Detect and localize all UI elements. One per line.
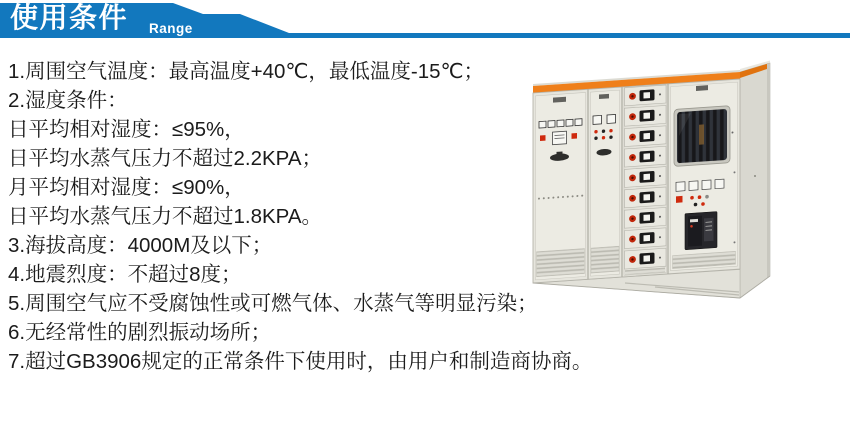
condition-line-3: 日平均相对湿度：≤95%，: [8, 118, 245, 141]
page-title: 使用条件: [10, 2, 129, 33]
condition-line-10: 6.无经常性的剧烈振动场所；: [8, 321, 272, 344]
condition-line-5: 月平均相对湿度：≤90%，: [8, 176, 245, 199]
condition-line-2: 2.湿度条件：: [8, 89, 128, 112]
condition-line-9: 5.周围空气应不受腐蚀性或可燃气体、水蒸气等明显污染；: [8, 292, 538, 315]
condition-line-1: 1.周围空气温度：最高温度+40℃，最低温度-15℃；: [8, 60, 485, 83]
switchgear-image: [505, 56, 795, 308]
cabinet-panel-3-drawers: [625, 85, 667, 275]
header-banner: [0, 0, 850, 42]
cabinet-side-face: [740, 63, 770, 298]
condition-line-6: 日平均水蒸气压力不超过1.8KPA。: [8, 205, 322, 228]
condition-line-8: 4.地震烈度：不超过8度；: [8, 263, 242, 286]
condition-line-7: 3.海拔高度：4000M及以下；: [8, 234, 273, 257]
condition-line-11: 7.超过GB3906规定的正常条件下使用时，由用户和制造商协商。: [8, 350, 593, 373]
condition-line-4: 日平均水蒸气压力不超过2.2KPA；: [8, 147, 322, 170]
cabinet-front: [533, 70, 740, 283]
cabinet-side-shade: [767, 63, 770, 279]
page-subtitle: Range: [149, 21, 193, 36]
switchgear-illustration: [505, 56, 795, 308]
